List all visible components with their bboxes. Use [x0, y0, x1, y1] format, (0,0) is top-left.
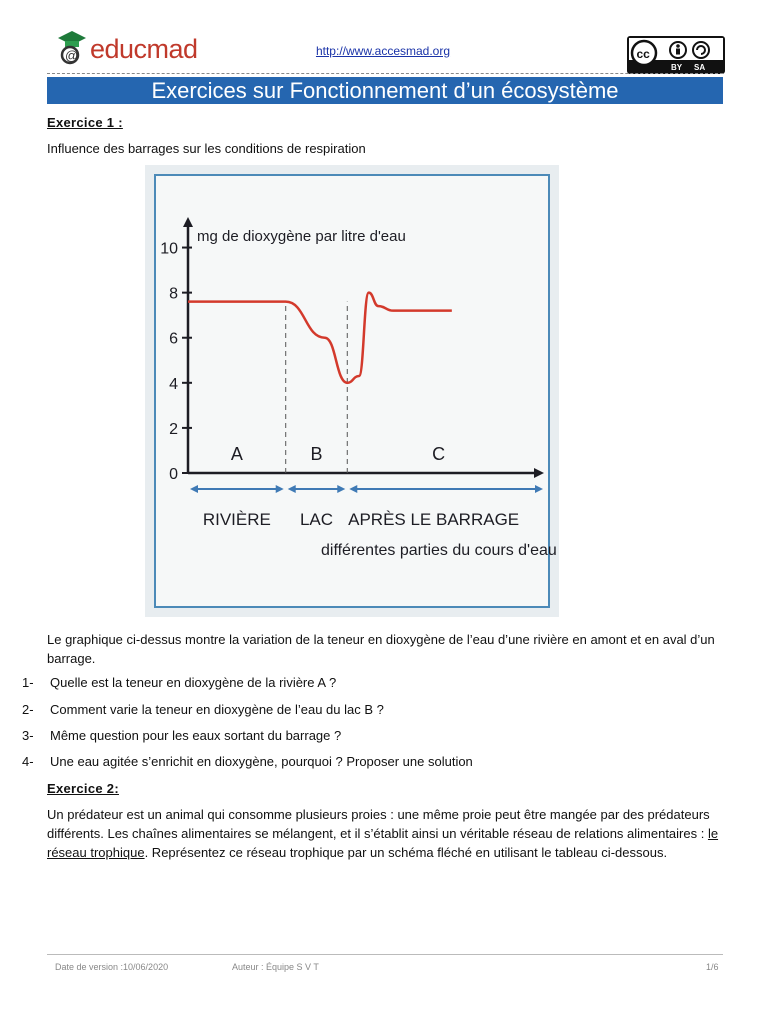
- question-number: 3-: [22, 728, 34, 743]
- footer-date: Date de version :10/06/2020: [55, 962, 169, 972]
- question-text: Quelle est la teneur en dioxygène de la rivière A ?: [50, 675, 337, 690]
- footer-divider: [47, 954, 723, 955]
- y-tick-label: 6: [169, 330, 178, 348]
- footer-author: Auteur : Équipe S V T: [232, 962, 319, 972]
- svg-text:@: @: [65, 48, 79, 63]
- y-axis-label: mg de dioxygène par litre d'eau: [197, 228, 406, 245]
- page-title: Exercices sur Fonctionnement d’un écosystème: [47, 77, 723, 104]
- exercise1-subtitle: Influence des barrages sur les conditions de respiration: [47, 141, 366, 156]
- y-tick-label: 10: [160, 240, 178, 258]
- question-number: 1-: [22, 675, 34, 690]
- zone-name: LAC: [299, 510, 334, 529]
- question-text: Une eau agitée s’enrichit en dioxygène, pourquoi ? Proposer une solution: [50, 754, 473, 769]
- cc-license-badge: [627, 36, 725, 74]
- header-divider: [47, 73, 723, 74]
- reseau-trophique-term: le réseau trophique: [47, 826, 719, 860]
- question-number: 2-: [22, 702, 34, 717]
- y-tick-label: 0: [169, 466, 178, 483]
- question-item: [22, 728, 722, 746]
- zone-name: APRÈS LE BARRAGE: [348, 510, 520, 529]
- sa-icon: [693, 42, 709, 58]
- y-tick-label: 2: [169, 420, 178, 438]
- zone-letter: C: [432, 444, 446, 464]
- zone-letter: A: [230, 444, 243, 464]
- exercise1-intro: Le graphique ci-dessus montre la variation de la teneur en dioxygène de l’eau d’une rivière en amont et en aval d’un barrage.: [47, 632, 715, 666]
- zone-letter: B: [310, 444, 323, 464]
- exercise2-text: Un prédateur est un animal qui consomme plusieurs proies : une même proie peut être mangée par des prédateurs différents. Les chaînes alimentaires se mélangent, et il s’établit ainsi un véritable réseau de relations alimentaires : le réseau trophique. Représentez ce réseau trophique par un schéma fléché en utilisant le tableau ci-dessous.: [47, 807, 719, 860]
- question-text: Même question pour les eaux sortant du barrage ?: [50, 728, 342, 743]
- x-axis-label: différentes parties du cours d'eau: [321, 542, 557, 559]
- svg-text:SA: SA: [694, 63, 706, 72]
- question-item: [22, 702, 722, 720]
- exercise1-heading: Exercice 1 :: [47, 115, 123, 130]
- oxygen-chart: [145, 165, 559, 617]
- y-tick-label: 8: [169, 285, 178, 303]
- exercise2-heading: Exercice 2:: [47, 781, 119, 796]
- question-text: Comment varie la teneur en dioxygène de l’eau du lac B ?: [50, 702, 384, 717]
- site-link[interactable]: http://www.accesmad.org: [315, 44, 451, 58]
- zone-name: RIVIÈRE: [202, 510, 271, 529]
- oxygen-chart-svg: [145, 165, 559, 617]
- footer-page: 1/6: [706, 962, 719, 972]
- logo-text: educmad: [90, 34, 198, 64]
- y-tick-label: 4: [169, 375, 178, 393]
- svg-text:cc: cc: [636, 47, 650, 61]
- question-item: [22, 675, 722, 693]
- svg-text:BY: BY: [671, 63, 683, 72]
- question-item: [22, 754, 722, 772]
- question-number: 4-: [22, 754, 34, 769]
